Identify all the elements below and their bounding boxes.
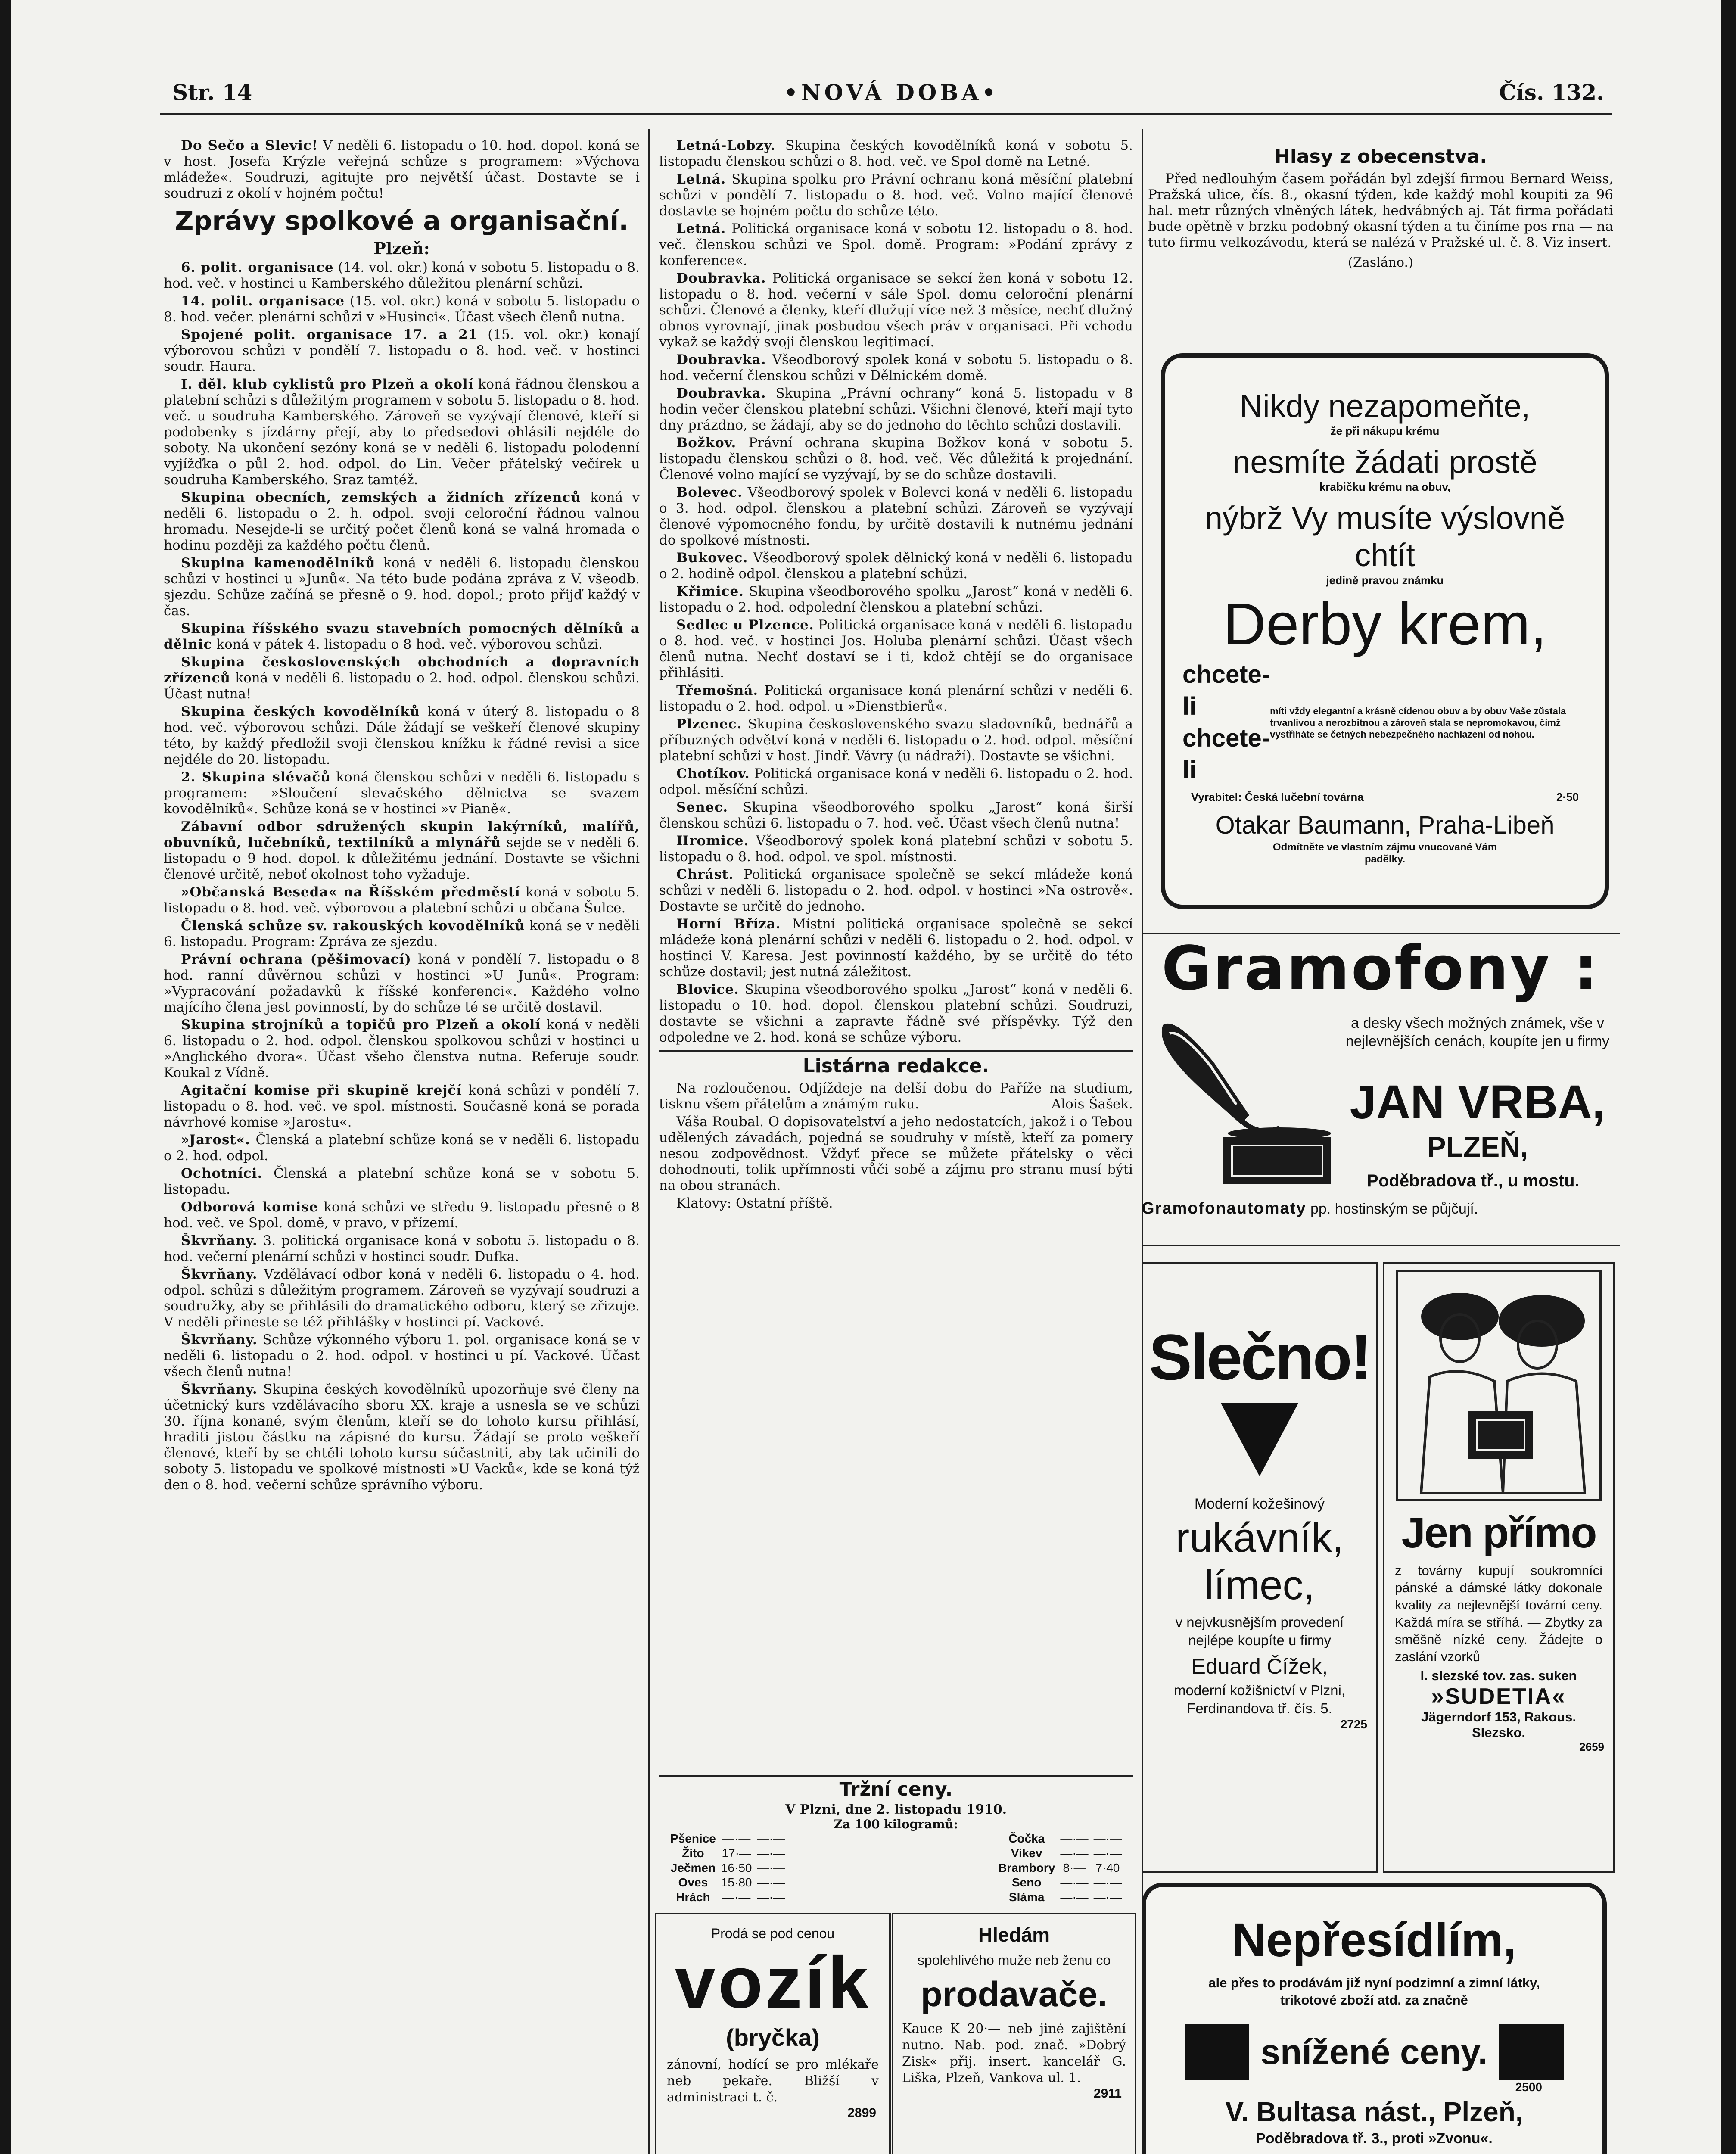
notice-item (659, 485, 1133, 548)
price-commodity: Pšenice (670, 1832, 716, 1845)
gramofony-addr: Poděbradova tř., u mostu. (1367, 1171, 1580, 1190)
notice-item (659, 867, 1133, 915)
vozik-ad-number: 2899 (847, 2106, 876, 2120)
notice-text: koná v neděli 6. listopadu o 2. hod. odpol. členskou schůzi. Účast nutna! (164, 670, 640, 702)
listarna-title: Listárna redakce. (803, 1055, 989, 1077)
market-unit: Za 100 kilogramů: (834, 1817, 958, 1831)
notice-item (164, 918, 640, 950)
notice-item (164, 490, 640, 554)
slecno-text1: Moderní kožešinový (1194, 1496, 1325, 1512)
derby-line4: krabičku krému na obuv, (1319, 480, 1451, 493)
vozik-headline: vozík (675, 1942, 871, 2023)
price-commodity: Žito (682, 1846, 704, 1860)
notice-text: koná schůzi ve středu 9. listopadu přesně o 8 hod. več. ve Spol. domě, v pravo, v přízemí. (164, 1199, 640, 1231)
listarna-text: Váša Roubal. O dopisovatelství a jeho nedostatcích, jakož i o Tebou udělených závadách, pojedná se soudruhy v místě, kteří za pomery nesou zodpovědnost. Vždyť přece se můžete přátelsky o věci dohodnouti, tolik upřímnosti vůči sobě a zájmu pro stranu musí býti na obou stranách. (659, 1114, 1133, 1193)
notice-item (164, 1166, 640, 1198)
price-commodity: Brambory (998, 1861, 1055, 1874)
price-value: —·— (757, 1832, 785, 1845)
notice-org: Agitační komise při skupině krejčí (181, 1083, 462, 1098)
market-prices (659, 1775, 1133, 1906)
price-row (996, 1846, 1124, 1861)
notice-org: Skupina obecních, zemských a židních zřízenců (181, 490, 581, 505)
listarna-text: Na rozloučenou. Odjíždeje na delší dobu do Paříže na studium, tisknu všem přátelům a známým ruku. (659, 1080, 1133, 1112)
price-commodity: Seno (1011, 1876, 1042, 1889)
notice-org: Blovice. (676, 982, 739, 997)
notice-org: I. děl. klub cyklistů pro Plzeň a okolí (181, 377, 474, 392)
vozik-text: zánovní, hodící se pro mlékaře neb pekaře. Bližší v administraci t. č. (667, 2057, 879, 2105)
notice-item (164, 952, 640, 1015)
notice-org: Zábavní odbor sdružených skupin lakýrníků, malířů, obuvníků, lučebníků, textilníků a mlynářů (164, 819, 640, 850)
slecno-ad-number: 2725 (1340, 1718, 1367, 1731)
price-value: —·— (1060, 1876, 1089, 1889)
price-value: —·— (1060, 1890, 1089, 1904)
notice-item (164, 260, 640, 292)
nepresidlim-block-left (1185, 2024, 1249, 2080)
notice-item (164, 704, 640, 768)
notice-item (164, 621, 640, 653)
price-row (668, 1861, 788, 1875)
page-number: Str. 14 (172, 80, 252, 105)
notice-org: Doubravka. (676, 352, 766, 367)
notice-org: Právní ochrana (pěšimovací) (181, 952, 411, 967)
price-value: 15·80 (721, 1876, 752, 1889)
price-value: —·— (1060, 1832, 1089, 1845)
notice-item (659, 916, 1133, 980)
notice-org: Škvrňany. (181, 1332, 258, 1348)
notice-item (659, 271, 1133, 350)
hlasy-section (1148, 142, 1613, 323)
notice-org: Doubravka. (676, 271, 766, 286)
slecno-headline: Slečno! (1149, 1321, 1370, 1393)
notice-item (164, 769, 640, 817)
notice-item (164, 1332, 640, 1380)
price-value: —·— (1060, 1846, 1089, 1860)
notice-org: Horní Bříza. (676, 916, 781, 932)
notice-text: koná v pondělí 7. listopadu o 8 hod. ranní důvěrnou schůzi v hostinci »U Junů«. Program: »Vypracování požadavků k říšské konferenci«. Každého volno majícího člena jest povinností, by do schůze té se určitě dostavil. (164, 952, 640, 1015)
notice-text: Právní ochrana skupina Božkov koná v sobotu 5. listopadu členskou schůzi o 8. hod. več. Věc důležitá k projednání. Členové volno mající se vyzývají, by se do schůze dostavili. (659, 435, 1133, 482)
column-1 (164, 138, 640, 2154)
notice-item (164, 1233, 640, 1265)
notice-org: Chrást. (676, 867, 734, 882)
gramofony-title: Gramofony : (1161, 934, 1600, 1004)
notice-org: Hromice. (676, 833, 749, 849)
notice-text: Skupina všeodborového spolku „Jarost“ koná v neděli 6. listopadu o 10. hod. dopol. členskou platební schůzi. Soudruzi, dostavte se všichni a zapravte řádně své příspěvky. Týž den odpoledne ve 2. hod. koná se schůze výboru. (659, 982, 1133, 1045)
price-value: —·— (1093, 1876, 1122, 1889)
derby-maker: Vyrabitel: Česká lučební továrna (1191, 791, 1364, 803)
notice-text: Místní politická organisace společně se sekcí mládeže koná plenární schůzi v neděli 6. listopadu o 2. hod. odpol. v hostinci V. Karesa. Jest povinností každého, by se určitě do této schůze dostavil; jest nutná záležitost. (659, 916, 1133, 980)
derby-chcete: chcete-li chcete-li (1182, 660, 1270, 784)
slecno-name: Eduard Čížek, (1191, 1654, 1328, 1678)
prodavac-text2: Kauce K 20·— neb jiné zajištění nutno. Nab. pod. znač. »Dobrý Zisk« přij. insert. kancelář G. Liška, Plzeň, Vankova ul. 1. (902, 2021, 1126, 2086)
notice-text: Všeodborový spolek koná v sobotu 5. listopadu o 8. hod. večerní členskou schůzi v Dělnickém domě. (659, 352, 1133, 383)
notice-text: koná v sobotu 5. listopadu o 8. hod. več. výborovou a platební schůzi u občana Šulce. (164, 884, 640, 916)
nepresidlim-ad (1142, 1883, 1607, 2154)
notice-text: koná členskou schůzi v neděli 6. listopadu s programem: »Sloučení slevačského dělnictva se svazem kovodělníků«. Schůze koná se v hostinci »v Pianě«. (164, 769, 640, 817)
jen-primo-headline: Jen přímo (1401, 1509, 1596, 1557)
notice-text: (14. vol. okr.) koná v sobotu 5. listopadu o 8. hod. več. v hostinci u Kamberského důležitou plenární schůzi. (164, 260, 640, 291)
price-value: —·— (722, 1832, 751, 1845)
notice-text: 3. politická organisace koná v sobotu 5. listopadu o 8. hod. večerní plenární schůzi v hostinci soudr. Dufka. (164, 1233, 640, 1264)
jen-primo-name: »SUDETIA« (1431, 1684, 1566, 1709)
notice-org: Třemošná. (676, 683, 759, 698)
listarna-list (659, 1080, 1133, 1211)
notice-item (659, 617, 1133, 681)
jen-primo-ad-number: 2659 (1579, 1740, 1604, 1753)
notice-org: »Občanská Beseda« na Říšském předměstí (181, 884, 520, 900)
derby-foot: Odmítněte ve vlastním zájmu vnucované Vám padělky. (1272, 841, 1497, 865)
prodavac-ad (892, 1913, 1136, 2154)
slecno-text2: rukávník, (1176, 1515, 1344, 1561)
notice-text: Všeodborový spolek dělnický koná v neděli 6. listopadu o 2. hodině odpol. členskou a platební schůzi. (659, 550, 1133, 582)
nepresidlim-block-right (1499, 2024, 1564, 2080)
prices-table-right (996, 1831, 1124, 1905)
derby-line1: Nikdy nezapomeňte, (1239, 388, 1531, 424)
notice-text: (15. vol. okr.) koná v sobotu 5. listopadu o 8. hod. večer. plenární schůzi v »Husinci«. Účast všech členů nutna. (164, 293, 640, 325)
notice-org: Skupina kamenodělníků (181, 555, 376, 571)
notice-item (164, 1199, 640, 1231)
issue-number: Čís. 132. (1499, 80, 1604, 105)
price-commodity: Sláma (1008, 1890, 1045, 1904)
notice-org: Odborová komise (181, 1199, 318, 1215)
nepresidlim-name: V. Bultasa nást., Plzeň, (1225, 2096, 1523, 2127)
notice-org: Bolevec. (676, 485, 743, 500)
notice-text: koná řádnou členskou a platební schůzi s důležitým programem v sobotu 5. listopadu o 8. hod. več. u soudruha Kamberského. Zároveň se vyzývají členové, kteří si podobenky s jízdárny přejí, aby to předsedovi ohlásili nejdéle do soboty. Na ukončení sezóny koná se v neděli 6. listopadu polodenní vyjížďka o půl 2. hod. odpol. do Lin. Večer přátelský večírek u soudruha Kamberského. Sraz tamtéž. (164, 377, 640, 488)
notice-org: 6. polit. organisace (181, 260, 334, 275)
jen-primo-ad (1383, 1262, 1615, 1873)
header-rule (160, 113, 1612, 115)
notice-text: Skupina českých kovodělníků upozorňuje své členy na účetnický kurs vzdělávacího sboru XX. kraje a usnesla se ve schůzi 30. října konané, svým členům, kteří se do tohoto kursu přihlásí, hraditi jistou částku na zápisné do kursu. Žádají se proto veškeří členové, kteří by se chtěli tohoto kursu súčastniti, aby tak učinili do soboty 5. listopadu ve spolkové místnosti »U Vacků«, kde se koná týž den o 8. hod. večerní schůze správního výboru. (164, 1382, 640, 1493)
notice-org: Křimice. (676, 584, 744, 599)
price-row (996, 1890, 1124, 1905)
nepresidlim-addr: Poděbradova tř. 3., proti »Zvonu«. (1256, 2130, 1493, 2147)
listarna-item (659, 1195, 1133, 1211)
price-commodity: Oves (678, 1876, 708, 1889)
nepresidlim-ad-number: 2500 (1515, 2080, 1542, 2094)
notice-item (659, 716, 1133, 764)
listarna-sign: Alois Šašek. (1051, 1096, 1133, 1112)
notice-text: koná v pátek 4. listopadu o 8 hod. več. výborovou schůzi. (216, 637, 603, 652)
notice-item (164, 1132, 640, 1164)
gramofony-auto-text: pp. hostinským se půjčují. (1310, 1201, 1478, 1217)
price-commodity: Hrách (676, 1890, 710, 1904)
notice-text: koná v úterý 8. listopadu o 8 hod. več. výborovou schůzi. Dále žádají se veškeří členové skupiny této, by každý předložil svoji členskou knížku k řádné revisi a sice nejdéle do 20. listopadu. (164, 704, 640, 767)
price-row (668, 1875, 788, 1890)
derby-chcete-text: míti vždy elegantní a krásně cídenou obuv a by obuv Vaše zůstala trvanlivou a nerozbitnou a zároveň stala se nepromokavou, čímž vystříháte se četných nebezpečného nachlazení od nohou. (1270, 705, 1566, 740)
notice-text: Členská a platební schůze koná se v neděli 6. listopadu o 2. hod. odpol. (164, 1132, 640, 1164)
derby-ad-number: 2·50 (1556, 791, 1579, 803)
notice-org: »Jarost«. (181, 1132, 250, 1148)
ladies-illustration (1395, 1269, 1602, 1502)
notice-org: Plzenec. (676, 716, 742, 732)
price-value: —·— (757, 1846, 785, 1860)
vozik-sub: (bryčka) (726, 2024, 820, 2051)
price-value: 8·— (1063, 1861, 1086, 1874)
notice-item (164, 654, 640, 702)
derby-line5: nýbrž Vy musíte výslovně chtít (1204, 500, 1565, 573)
prodavac-ad-number: 2911 (1093, 2086, 1122, 2101)
section-title: Zprávy spolkové a organisační. (174, 206, 629, 236)
notice-item (164, 1083, 640, 1130)
notice-text: Skupina českých kovodělníků koná v sobotu 5. listopadu členskou schůzi o 8. hod. več. ve Spol domě na Letné. (659, 138, 1133, 169)
city-heading: Plzeň: (373, 239, 430, 258)
gramofony-text: a desky všech možných známek, vše v nejlevnějších cenách, koupíte jen u firmy (1345, 1015, 1610, 1049)
price-row (668, 1831, 788, 1846)
market-date: V Plzni, dne 2. listopadu 1910. (785, 1802, 1007, 1817)
notice-item (659, 221, 1133, 269)
derby-line2: že při nákupu krému (1330, 424, 1440, 437)
notice-org: Chotíkov. (676, 766, 750, 781)
notice-text: Skupina spolku pro Právní ochranu koná měsíční platební schůzi v pondělí 7. listopadu o 8. hod. več. Volno mající členové dostavte se hojném počtu do schůze této. (659, 171, 1133, 219)
masthead-title: •NOVÁ DOBA• (784, 80, 999, 105)
price-row (996, 1861, 1124, 1875)
price-row (668, 1846, 788, 1861)
derby-firm: Otakar Baumann, Praha-Libeň (1215, 811, 1555, 839)
notice-text: Politická organisace koná plenární schůzi v neděli 6. listopadu o 2. hod. odpol. u »Dienstbierů«. (659, 683, 1133, 714)
derby-line3: nesmíte žádati prostě (1232, 444, 1537, 480)
jen-primo-addr: Jägerndorf 153, Rakous. Slezsko. (1421, 1709, 1577, 1740)
notice-item (659, 683, 1133, 715)
notice-item (164, 884, 640, 916)
price-value: —·— (1093, 1890, 1122, 1904)
notice-text: Politická organisace společně se sekcí mládeže koná schůzi v neděli 6. listopadu o 2. hod. odpol. v hostinci »Na ostrově«. Dostavte se určitě do jednoho. (659, 867, 1133, 914)
price-commodity: Čočka (1008, 1832, 1045, 1845)
derby-brand: Derby krem, (1223, 591, 1547, 657)
zaslano-label: (Zasláno.) (1348, 255, 1413, 270)
slecno-text3: límec, (1204, 1562, 1315, 1608)
notice-org: Božkov. (676, 435, 737, 451)
notice-text: (15. vol. okr.) konají výborovou schůzi v pondělí 7. listopadu o 8. hod. več. v hostinci soudr. Haura. (164, 327, 640, 374)
notice-item (659, 171, 1133, 219)
price-value: 16·50 (721, 1861, 752, 1874)
notice-text: Členská a platební schůze koná se v sobotu 5. listopadu. (164, 1166, 640, 1197)
derby-krem-ad (1161, 353, 1609, 909)
notice-item (164, 819, 640, 883)
notice-item (659, 386, 1133, 433)
notice-org: 14. polit. organisace (181, 293, 345, 309)
jen-primo-text: z továrny kupují soukromníci pánské a dámské látky dokonale kvality za nejlevnější tovární ceny. Každá míra se stříhá. — Zbytky za směšně nízké ceny. Žádejte o zaslání vzorků (1395, 1563, 1602, 1664)
slecno-text4: v nejvkusnějším provedení nejlépe koupíte u firmy (1175, 1614, 1344, 1648)
notice-item (164, 555, 640, 619)
notice-org: Škvrňany. (181, 1233, 258, 1248)
prodavac-headline: prodavače. (921, 1975, 1108, 2014)
column-2 (659, 138, 1133, 1771)
listarna-text: Klatovy: Ostatní příště. (676, 1195, 833, 1211)
vozik-intro: Prodá se pod cenou (711, 1926, 835, 1941)
notice-text: koná schůzi v pondělí 7. listopadu o 8. hod. več. ve spol. místnosti. Současně koná se porada návrhové komise »Jarostu«. (164, 1083, 640, 1130)
notice-text: Skupina „Právní ochrany“ koná 5. listopadu v 8 hodin večer členskou platební schůzi. Všichni členové, kteří mají tyto dny prázdno, se žádají, aby se do jednoho do těchto schůzi dostavili. (659, 386, 1133, 433)
price-value: —·— (757, 1890, 785, 1904)
notice-org: Skupina říšského svazu stavebních pomocných dělníků a dělnic (164, 621, 640, 652)
notice-item (659, 138, 1133, 170)
notice-org: Spojené polit. organisace 17. a 21 (181, 327, 478, 342)
listarna-item (659, 1114, 1133, 1194)
notice-text: Politická organisace koná v sobotu 12. listopadu o 8. hod. več. členskou schůzi ve Spol. domě. Program: »Podání zprávy z konference«. (659, 221, 1133, 268)
notice-org: Skupina českých kovodělníků (181, 704, 420, 719)
notice-org: Skupina strojníků a topičů pro Plzeň a okolí (181, 1017, 541, 1033)
price-value: —·— (722, 1890, 751, 1904)
notice-org: Bukovec. (676, 550, 748, 566)
notice-text: koná se v neděli 6. listopadu. Program: Zpráva ze sjezdu. (164, 918, 640, 949)
notice-org: Skupina československých obchodních a dopravních zřízenců (164, 654, 640, 686)
gramofony-name: JAN VRBA, (1350, 1076, 1605, 1129)
notice-text: Všeodborový spolek v Bolevci koná v neděli 6. listopadu o 3. hod. odpol. členskou a platební schůzi. Zároveň se vyzývají členové výpomocného fondu, by určitě dostavili k nutnému jednání do spolkové místnosti. (659, 485, 1133, 548)
notice-item (659, 550, 1133, 582)
gramofony-auto: Gramofonautomaty (1142, 1199, 1307, 1217)
prodavac-head: Hledám (978, 1924, 1050, 1946)
notice-text: Skupina československého svazu sladovníků, bednářů a příbuzných odvětví koná v neděli 6. listopadu o 2. hod. odpol. měsíční platební schůzi v host. Jindř. Vávry (u nádraží). Dostavte se všichni. (659, 716, 1133, 764)
notice-item (659, 833, 1133, 865)
notice-text: koná v neděli 6. listopadu členskou schůzi v hostinci u »Junů«. Na této bude podána zpráva z V. všeodb. sjezdu. Schůze začíná se přesně o 9. hod. dopol.; proto přijď každý v čas. (164, 555, 640, 619)
price-value: —·— (1093, 1832, 1122, 1845)
notice-org: Letná. (676, 171, 726, 187)
nepresidlim-snizene: snížené ceny. (1260, 2033, 1488, 2072)
notice-org: Škvrňany. (181, 1382, 258, 1397)
gramofony-city: PLZEŇ, (1427, 1131, 1528, 1163)
notice-item (164, 1382, 640, 1493)
prices-table-left (668, 1831, 788, 1905)
listarna-item (659, 1080, 1133, 1112)
notice-item (164, 1267, 640, 1330)
column-divider-1 (648, 129, 650, 2154)
vozik-ad (655, 1913, 891, 2154)
notice-org: Ochotníci. (181, 1166, 263, 1181)
notice-item (659, 982, 1133, 1046)
price-value: —·— (757, 1876, 785, 1889)
notice-item (164, 327, 640, 375)
notice-org: Sedlec u Plzence. (676, 617, 814, 633)
notice-org: Letná-Lobzy. (676, 138, 776, 153)
market-title: Tržní ceny. (839, 1778, 953, 1800)
col1-notice-list (164, 260, 640, 1493)
notice-org: Senec. (676, 800, 728, 815)
notice-item (659, 584, 1133, 616)
notice-text: Politická organisace koná v neděli 6. listopadu o 8. hod. več. v hostinci Jos. Holuba plenární schůzi. Účast všech členů nutna. Nechť dostaví se i ti, kdož chtějí se do organisace přihlásiti. (659, 617, 1133, 681)
notice-text: Schůze výkonného výboru 1. pol. organisace koná se v neděli 6. listopadu o 2. hod. odpol. v hostinci u pí. Vackové. Účast všech členů nutna! (164, 1332, 640, 1379)
notice-org: 2. Skupina slévačů (181, 769, 331, 785)
price-value: 7·40 (1095, 1861, 1120, 1874)
slecno-ad (1142, 1262, 1378, 1873)
notice-item (659, 800, 1133, 831)
notice-text: Politická organisace koná v neděli 6. listopadu o 2. hod. odpol. měsíční schůzi. (659, 766, 1133, 797)
notice-org: Doubravka. (676, 386, 766, 401)
notice-org: Škvrňany. (181, 1267, 258, 1282)
notice-text: Vzdělávací odbor koná v neděli 6. listopadu o 4. hod. odpol. schůzi s důležitým programem. Zároveň se vyzývají soudruzi a soudružky, aby se přihlásili do dramatického odboru, který se zřizuje. V neděli přineste se též přihlášky v hostinci pí. Vackové. (164, 1267, 640, 1330)
price-value: —·— (1093, 1846, 1122, 1860)
intro-notice: Do Sečo a Slevic! V neděli 6. listopadu o 10. hod. dopol. koná se v host. Josefa Krýzle veřejná schůze s programem: »Výchova mládeže«. Soudruzi, agitujte pro největší účast. Dostavte se i soudruzi z okolí v hojném počtu! (164, 138, 640, 201)
derby-line6: jedině pravou známku (1326, 574, 1444, 587)
notice-text: sejde se v neděli 6. listopadu o 9 hod. dopol. k důležitému jednání. Dostavte se všichni členové určitě, neboť okolnost toho vyžaduje. (164, 835, 640, 882)
price-commodity: Vikev (1011, 1846, 1042, 1860)
notice-text: Všeodborový spolek koná platební schůzi v sobotu 5. listopadu o 8. hod. odpol. ve spol. místnosti. (659, 833, 1133, 865)
notice-text: Politická organisace se sekcí žen koná v sobotu 12. listopadu o 8. hod. večerní v sále Spol. domu celoroční plenární schůzi. Členové a členky, kteří dlužují více než 3 měsíce, nechť dlužný obnos vyrovnají, jinak posbudou všech práv v organisaci. Při vchodu vykaž se každý svoji členskou legitimací. (659, 271, 1133, 350)
slecno-text5: moderní kožišnictví v Plzni, Ferdinandova tř. čís. 5. (1174, 1682, 1345, 1716)
jen-primo-firm: I. slezské tov. zas. suken (1420, 1668, 1577, 1683)
hlasy-text: Před nedlouhým časem pořádán byl zdejší firmou Bernard Weiss, Pražská ulice, čís. 8., okasní týden, kde každý mohl koupiti za 96 hal. metr různých vlněných látek, hedvábných aj. Tát firma pořádati bude opětně v brzku podobný okasní týden a tu činíme pos rna — na tuto firmu velkozávodu, která se nalézá v Pražské ul. č. 8. Viz insert. (1148, 171, 1613, 250)
price-value: —·— (757, 1861, 785, 1874)
price-row (996, 1875, 1124, 1890)
notice-text: koná v neděli 6. listopadu o 2. hod. odpol. členskou spolkovou schůzi v hostinci u »Anglického dvora«. Účast všeho členstva nutna. Referuje soudr. Koukal z Vídně. (164, 1017, 640, 1080)
gramofony-ad (1142, 933, 1620, 1246)
notice-item (164, 377, 640, 488)
notice-text: Skupina všeodborového spolku „Jarost“ koná širší členskou schůzi 6. listopadu o 7. hod. več. Účast všech členů nutna! (659, 800, 1133, 831)
notice-org: Členská schůze sv. rakouských kovodělníků (181, 918, 525, 934)
gramophone-icon (1150, 1016, 1340, 1197)
notice-org: Letná. (676, 221, 726, 237)
price-row (996, 1831, 1124, 1846)
notice-text: koná v neděli 6. listopadu o 2. h. odpol. svoji celoroční řádnou valnou hromadu. Nesejde-li se určitý počet členů koná se valná hromada o hodinu později za každého počtu členů. (164, 490, 640, 553)
notice-item (659, 352, 1133, 384)
prodavac-text1: spolehlivého muže neb ženu co (917, 1952, 1111, 1968)
price-row (668, 1890, 788, 1905)
notice-item (164, 1017, 640, 1081)
col2-notice-list (659, 138, 1133, 1046)
down-arrow-icon (1221, 1403, 1298, 1476)
notice-text: Skupina všeodborového spolku „Jarost“ koná v neděli 6. listopadu o 2. hod. odpolední členskou a platební schůzi. (659, 584, 1133, 615)
price-commodity: Ječmen (670, 1861, 716, 1874)
nepresidlim-headline: Nepřesídlím, (1232, 1914, 1517, 1967)
nepresidlim-text: ale přes to prodávám již nyní podzimní a zimní látky, trikotové zboží atd. za značně (1208, 1975, 1540, 2008)
notice-item (659, 766, 1133, 798)
hlasy-title: Hlasy z obecenstva. (1274, 146, 1487, 168)
notice-item (659, 435, 1133, 483)
price-value: 17·— (722, 1846, 751, 1860)
notice-item (164, 293, 640, 325)
